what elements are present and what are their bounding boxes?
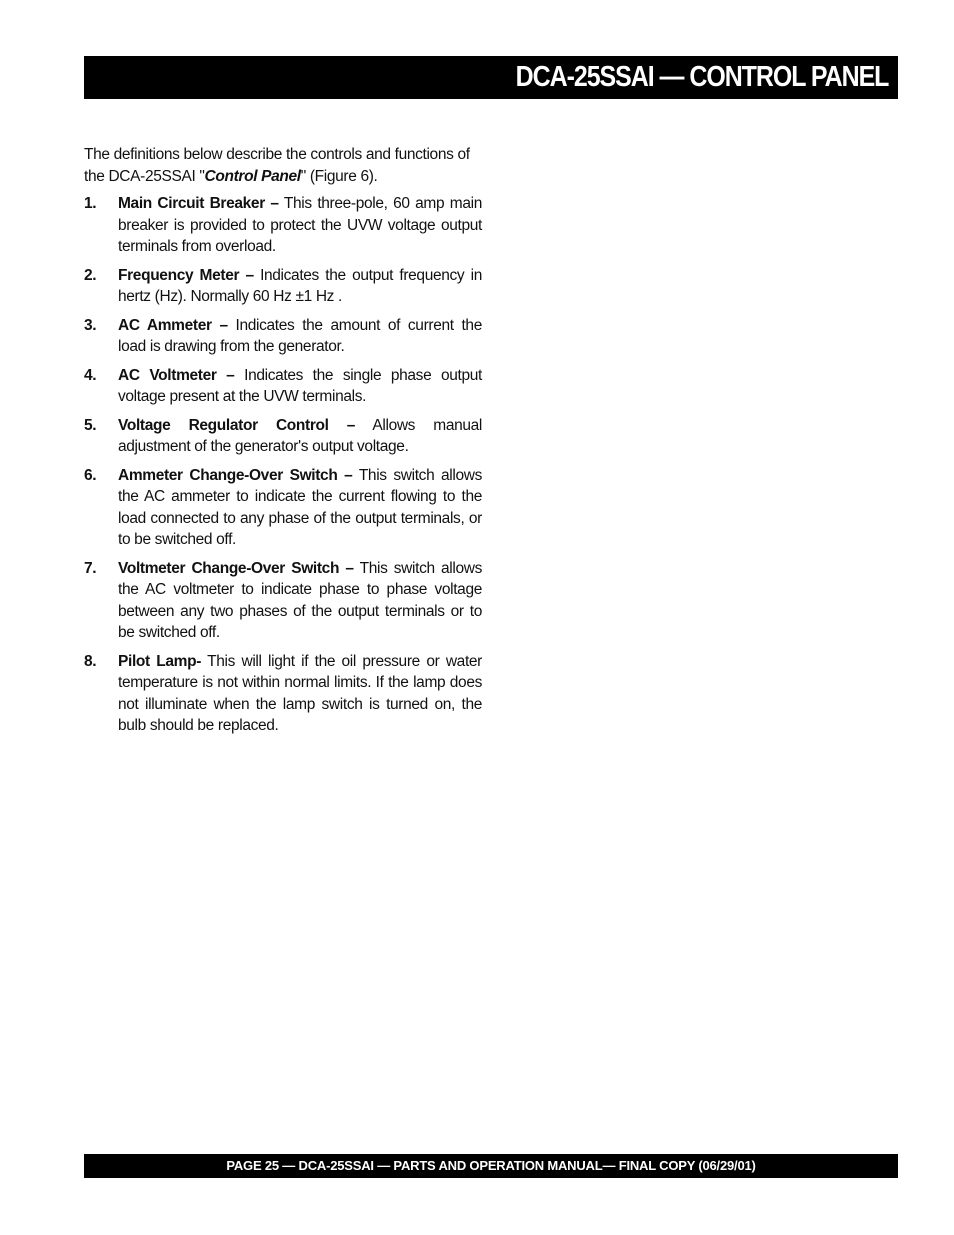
list-item-ammeter-change-over-switch xyxy=(84,465,482,551)
footer-text: PAGE 25 — DCA-25SSAI — PARTS AND OPERATION MANUAL— FINAL COPY (06/29/01) xyxy=(226,1158,756,1173)
item-text: This switch allows the AC voltmeter to indicate phase to phase voltage between any two phases of the output terminals or to be switched off. xyxy=(118,559,482,641)
list-item-ac-ammeter xyxy=(84,315,482,358)
item-label: Pilot Lamp- xyxy=(118,652,202,670)
item-label: Frequency Meter – xyxy=(118,266,254,284)
item-number: 2. xyxy=(84,266,97,284)
intro-text-before: The definitions below describe the controls and functions of the DCA-25SSAI " xyxy=(84,146,470,185)
item-number: 6. xyxy=(84,466,97,484)
main-content xyxy=(84,144,482,744)
item-text: Indicates the output frequency in hertz (Hz). Normally 60 Hz ±1 Hz . xyxy=(118,266,482,305)
list-item-voltmeter-change-over-switch xyxy=(84,558,482,644)
item-text: This three-pole, 60 amp main breaker is provided to protect the UVW voltage output terminals from overload. xyxy=(118,195,482,255)
item-text: Indicates the single phase output voltage present at the UVW terminals. xyxy=(118,366,482,405)
item-number: 1. xyxy=(84,195,97,212)
item-text: Allows manual adjustment of the generator's output voltage. xyxy=(118,416,483,455)
intro-text-after: " (Figure 6). xyxy=(300,167,378,185)
item-text: This switch allows the AC ammeter to indicate the current flowing to the load connected to any phase of the output terminals, or to be switched off. xyxy=(118,466,482,548)
item-number: 4. xyxy=(84,366,97,384)
item-text: This will light if the oil pressure or water temperature is not within normal limits. If the lamp does not illuminate when the lamp switch is turned on, the bulb should be replaced. xyxy=(118,652,482,734)
page-header xyxy=(84,56,898,99)
item-number: 7. xyxy=(84,559,97,577)
item-number: 5. xyxy=(84,416,97,434)
page-title: DCA-25SSAI — CONTROL PANEL xyxy=(515,61,888,93)
item-number: 8. xyxy=(84,652,97,670)
intro-emphasis: Control Panel xyxy=(204,167,301,185)
list-item-frequency-meter xyxy=(84,265,482,308)
intro-paragraph xyxy=(84,144,482,187)
list-item-voltage-regulator-control xyxy=(84,415,482,458)
list-item-ac-voltmeter xyxy=(84,365,482,408)
item-label: Voltmeter Change-Over Switch – xyxy=(118,559,354,577)
item-number: 3. xyxy=(84,316,97,334)
item-label: Main Circuit Breaker – xyxy=(118,195,279,212)
item-label: Voltage Regulator Control – xyxy=(118,416,356,434)
item-text: Indicates the amount of current the load is drawing from the generator. xyxy=(118,316,482,355)
item-label: AC Voltmeter – xyxy=(118,366,235,384)
list-item-main-circuit-breaker xyxy=(84,193,482,258)
item-label: Ammeter Change-Over Switch – xyxy=(118,466,353,484)
list-item-pilot-lamp xyxy=(84,651,482,737)
page-footer xyxy=(84,1154,898,1178)
item-label: AC Ammeter – xyxy=(118,316,228,334)
